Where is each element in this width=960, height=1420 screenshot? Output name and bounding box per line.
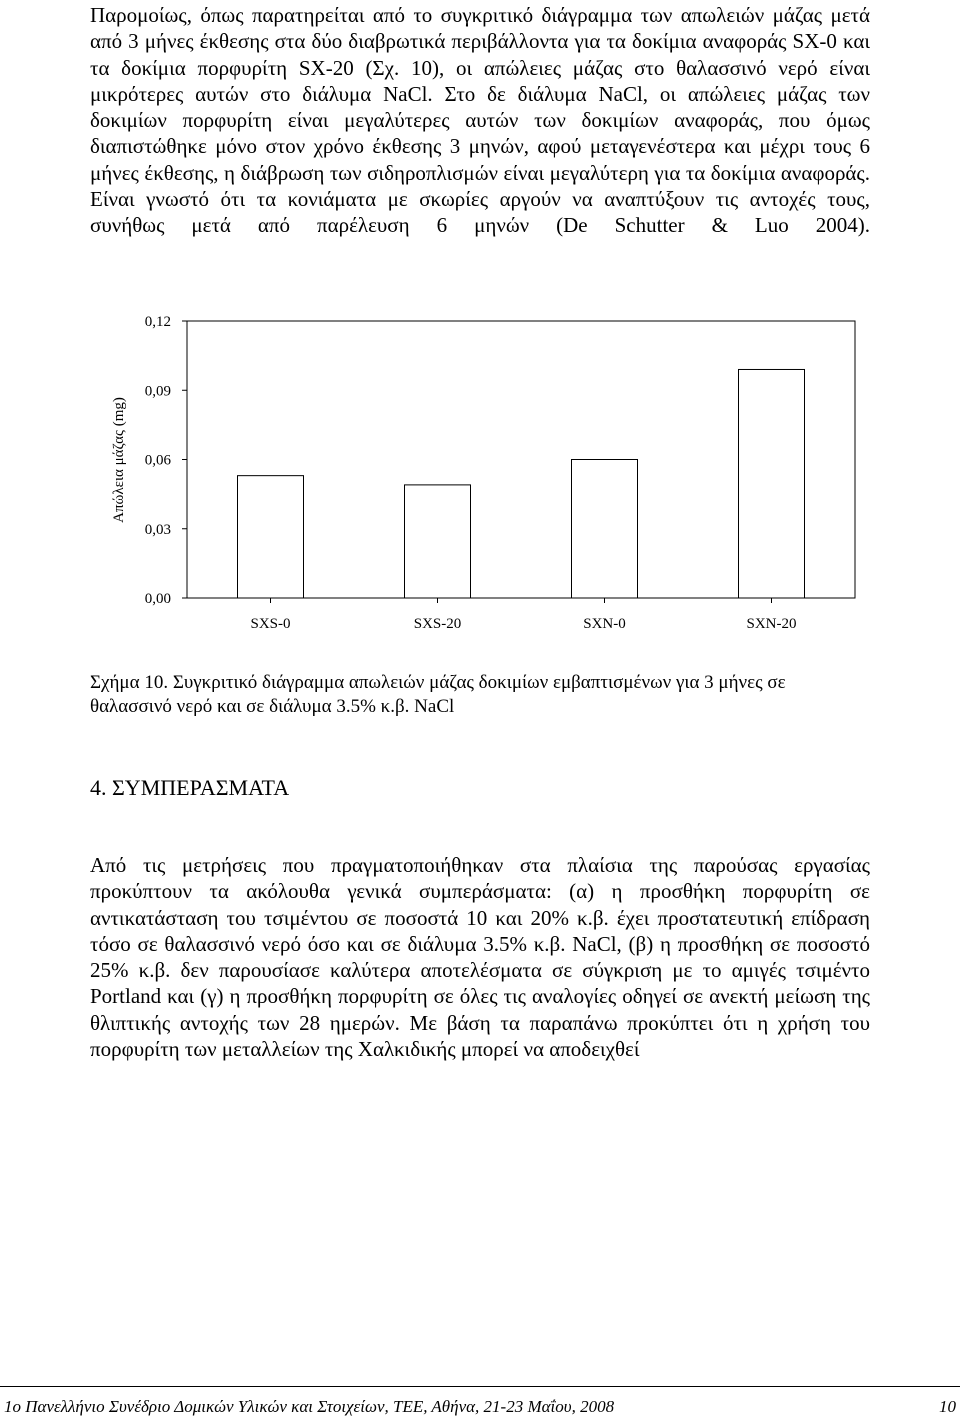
x-tick-label: SXS-0 <box>250 616 291 632</box>
figure-caption: Σχήμα 10. Συγκριτικό διάγραμμα απωλειών μάζας δοκιμίων εμβαπτισμένων για 3 μήνες σε θαλασσινό νερό και σε διάλυμα 3.5% κ.β. NaCl <box>90 672 786 717</box>
intro-paragraph: Παρομοίως, όπως παρατηρείται από το συγκριτικό διάγραμμα των απωλειών μάζας μετά από 3 μήνες έκθεσης στα δύο διαβρωτικά περιβάλλοντα για τα δοκίμια αναφοράς SX-0 και τα δοκίμια πορφυρίτη SX-20 (Σχ. 10), οι απώλειες μάζας στο θαλασσινό νερό είναι μικρότερες αυτών στο διάλυμα NaCl. Στο δε διάλυμα NaCl, οι απώλειες μάζας των δοκιμίων πορφυρίτη είναι μεγαλύτερες αυτών των δοκιμίων αναφοράς, που όμως διαπιστώθηκε μόνο στον χρόνο έκθεσης 3 μηνών, αφού μεταγενέστερα και μέχρι τους 6 μήνες έκθεσης, η διάβρωση των σιδηροπλισμών είναι μεγαλύτερη για τα δοκίμια αναφοράς. Είναι γνωστό ότι τα κονιάματα με σκωρίες αργούν να αναπτύξουν τις αντοχές τους, συνήθως μετά από παρέλευση 6 μηνών (De Schutter & Luo 2004). <box>90 3 870 238</box>
y-tick-label: 0,09 <box>144 383 171 400</box>
x-tick-label: SXN-20 <box>746 616 797 632</box>
section-heading: 4. ΣΥΜΠΕΡΑΣΜΑΤΑ <box>90 775 290 800</box>
bar-sxs-0 <box>238 476 304 598</box>
bar-sxn-0 <box>572 460 638 599</box>
x-tick-label: SXS-20 <box>413 616 462 632</box>
y-tick-label: 0,03 <box>144 521 171 538</box>
y-axis-label: Απώλεια μάζας (mg) <box>111 397 127 523</box>
y-tick-label: 0,12 <box>144 314 171 330</box>
footer-conference: 1ο Πανελλήνιο Συνέδριο Δομικών Υλικών και Στοιχείων, ΤΕΕ, Αθήνα, 21-23 Μαΐου, 2008 <box>4 1397 615 1416</box>
y-tick-label: 0,00 <box>144 591 171 607</box>
mass-loss-bar-chart <box>0 300 960 650</box>
y-tick-label: 0,06 <box>144 452 171 469</box>
bar-sxs-20 <box>405 485 471 598</box>
bar-sxn-20 <box>739 369 805 598</box>
conclusion-paragraph: Από τις μετρήσεις που πραγματοποιήθηκαν στα πλαίσια της παρούσας εργασίας προκύπτουν τα ακόλουθα γενικά συμπεράσματα: (α) η προσθήκη πορφυρίτη σε αντικατάσταση του τσιμέντου σε ποσοστά 10 και 20% κ.β. έχει προστατευτική επίδραση τόσο σε θαλασσινό νερό όσο και σε διάλυμα 3.5% κ.β. NaCl, (β) η προσθήκη σε ποσοστό 25% κ.β. δεν παρουσίασε καλύτερα αποτελέσματα σε σύγκριση με το αμιγές τσιμέντο Portland και (γ) η προσθήκη πορφυρίτη σε όλες τις αναλογίες οδηγεί σε ανεκτή μείωση της θλιπτικής αντοχής των 28 ημερών. Με βάση τα παραπάνω προκύπτει ότι η χρήση του πορφυρίτη των μεταλλείων της Χαλκιδικής μπορεί να αποδειχθεί <box>90 853 870 1062</box>
x-tick-label: SXN-0 <box>583 616 626 632</box>
footer-rule <box>0 1386 960 1387</box>
footer-page-number: 10 <box>939 1397 956 1416</box>
